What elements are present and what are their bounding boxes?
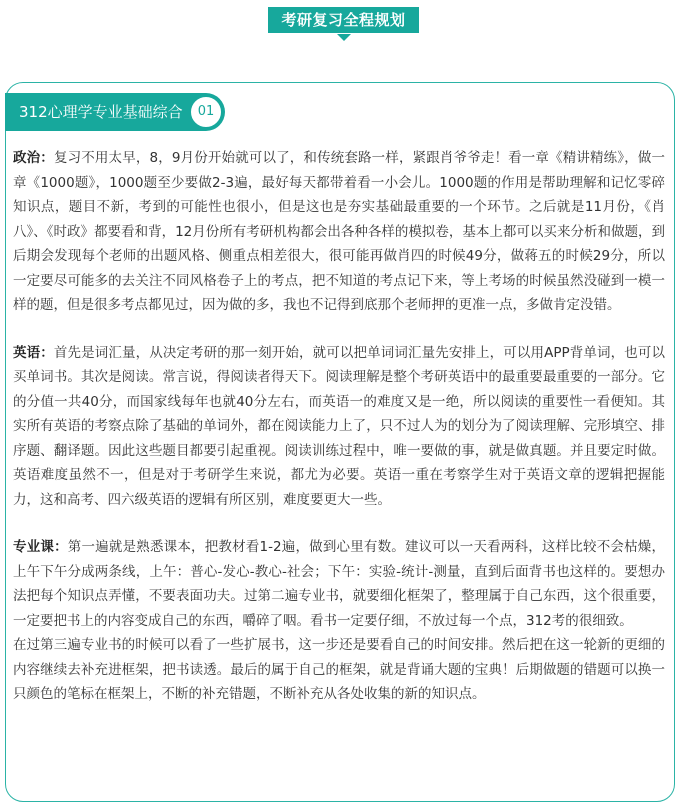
section-header: [5, 93, 225, 131]
section-title: 312心理学专业基础综合: [19, 103, 183, 121]
paragraph-text: 在过第三遍专业书的时候可以看了一些扩展书，这一步还是要看自己的时间安排。然后把在这一轮新的更细的内容继续去补充进框架，把书读透。最后的属于自己的框架，就是背诵大题的宝典！后期做题的错题可以换一只颜色的笔标在框架上，不断的补充错题，不断补充从各处收集的新的知识点。: [13, 637, 665, 702]
paragraph-label: 政治：: [13, 150, 54, 166]
paragraph-major-continued: [13, 633, 665, 707]
paragraph-text: 第一遍就是熟悉课本，把教材看1-2遍，做到心里有数。建议可以一天看两科，这样比较不会枯燥，上午下午分成两条线，上午：普心-发心-教心-社会；下午：实验-统计-测量，直到后面背书也这样的。要想办法把每个知识点弄懂，不要表面功夫。过第二遍专业书，就要细化框架了，整理属于自己东西，这个很重要，一定要把书上的内容变成自己的东西，嚼碎了咽。看书一定要仔细，不放过每一个点，312考的很细致。: [13, 539, 665, 629]
paragraph-spacer: [13, 512, 665, 535]
paragraph-major: [13, 535, 665, 633]
title-pointer: [337, 34, 351, 41]
section-number-badge: 01: [189, 95, 223, 129]
paragraph-spacer: [13, 318, 665, 341]
page-title: 考研复习全程规划: [268, 7, 418, 33]
paragraph-politics: [13, 146, 665, 318]
paragraph-label: 英语：: [13, 344, 54, 361]
paragraph-text: 首先是词汇量，从决定考研的那一刻开始，就可以把单词词汇量先安排上，可以用APP背单词，也可以买单词书。其次是阅读。常言说，得阅读者得天下。阅读理解是整个考研英语中的最重要最重要的一部分。它的分值一共40分，而国家线每年也就40分左右，而英语一的难度又是一绝，所以阅读的重要性一看便知。其实所有英语的考察点除了基础的单词外，都在阅读能力上了，只不过人为的划分为了阅读理解、完形填空、排序题、翻译题。因此这些题目都要引起重视。阅读训练过程中，唯一要做的事，就是做真题。并且要定时做。英语难度虽然不一，但是对于考研学生来说，都尤为必要。英语一重在考察学生对于英语文章的逻辑把握能力，这和高考、四六级英语的逻辑有所区别，难度要更大一些。: [13, 344, 666, 508]
paragraph-text: 复习不用太早，8，9月份开始就可以了，和传统套路一样，紧跟肖爷爷走！看一章《精讲精练》，做一章《1000题》，1000题至少要做2-3遍，最好每天都带着看一小会儿。1000题的作用是帮助理解和记忆零碎知识点，题目不新，考到的可能性也很小，但是这也是夯实基础最重要的一个环节。之后就是11月份，《肖八》、《时政》都要看和背，12月份所有考研机构都会出各种各样的模拟卷，基本上都可以买来分析和做题，到后期会发现每个老师的出题风格、侧重点相差很大，很可能再做肖四的时候49分，做蒋五的时候29分，所以一定要尽可能多的去关注不同风格卷子上的考点，把不知道的考点记下来，等上考场的时候虽然没碰到一模一样的题，但是很多考点都见过，因为做的多，我也不记得到底那个老师押的更准一点，多做肯定没错。: [13, 150, 666, 313]
content-body: [13, 146, 665, 707]
page-title-banner: [0, 7, 687, 33]
paragraph-label: 专业课：: [13, 539, 68, 555]
paragraph-english: [13, 341, 665, 513]
